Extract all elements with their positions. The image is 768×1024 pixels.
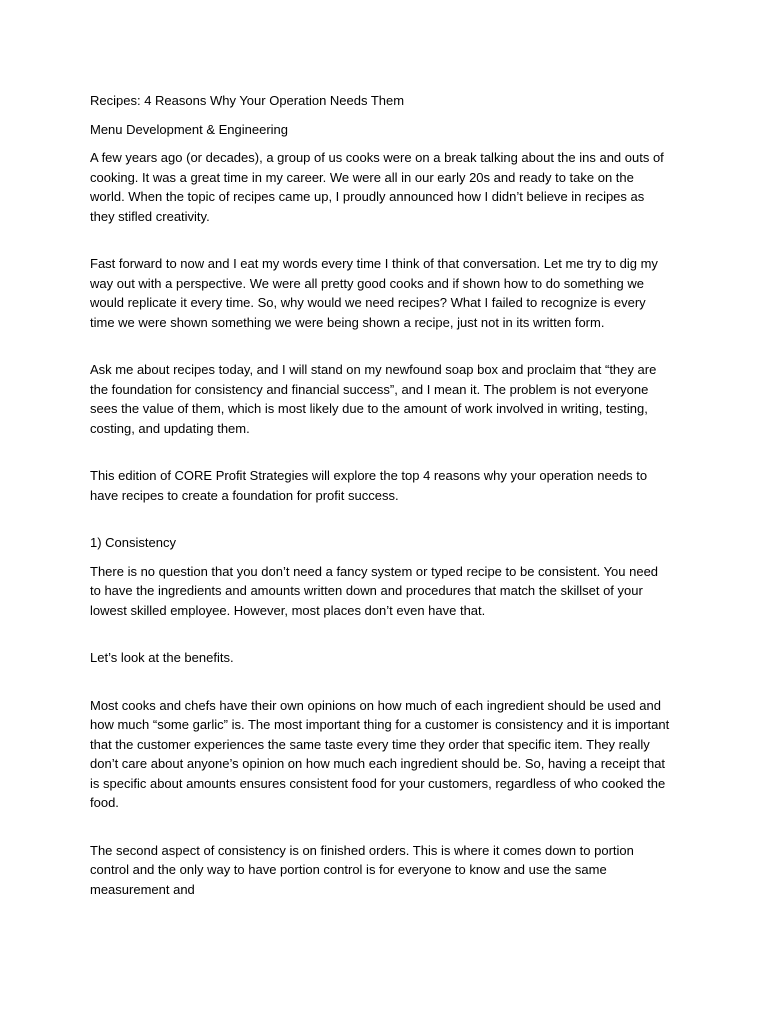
paragraph: Fast forward to now and I eat my words every time I think of that conversation. Let me try to dig my way out with a perspective. We were all pretty good cooks and if shown how to do something we would replicate it every time. So, why would we need recipes? What I failed to recognize is every time we were shown something we were being shown a recipe, just not in its written form. (90, 256, 658, 330)
paragraph: The second aspect of consistency is on finished orders. This is where it comes down to portion control and the only way to have portion control is for everyone to know and use the same measurement and (90, 842, 634, 897)
paragraph: There is no question that you don’t need a fancy system or typed recipe to be consistent. You need to have the ingredients and amounts written down and procedures that match the skillset of your lowest skilled employee. However, most places don’t even have that. (90, 563, 659, 618)
document-body (90, 91, 670, 908)
paragraph: A few years ago (or decades), a group of us cooks were on a break talking about the ins and outs of cooking. It was a great time in my career. We were all in our early 20s and ready to take on the world. When the topic of recipes came up, I proudly announced how I didn’t believe in recipes as they stifled creativity. (90, 150, 664, 224)
document-category: Menu Development & Engineering (90, 121, 289, 137)
section-heading: 1) Consistency (90, 535, 176, 550)
paragraph: Ask me about recipes today, and I will stand on my newfound soap box and proclaim that “they are the foundation for consistency and financial success”, and I mean it. The problem is not everyone sees the value of them, which is most likely due to the amount of work involved in writing, testing, costing, and updating them. (90, 362, 657, 436)
document-title: Recipes: 4 Reasons Why Your Operation Needs Them (90, 93, 405, 108)
paragraph: This edition of CORE Profit Strategies will explore the top 4 reasons why your operation needs to have recipes to create a foundation for profit success. (90, 468, 648, 503)
paragraph: Most cooks and chefs have their own opinions on how much of each ingredient should be used and how much “some garlic” is. The most important thing for a customer is consistency and it is important that the customer experiences the same taste every time they order that specific item. They really don’t care about anyone’s opinion on how much each ingredient should be. So, having a receipt that is specific about amounts ensures consistent food for your customers, regardless of who cooked the food. (90, 697, 670, 810)
paragraph: Let’s look at the benefits. (90, 650, 234, 665)
